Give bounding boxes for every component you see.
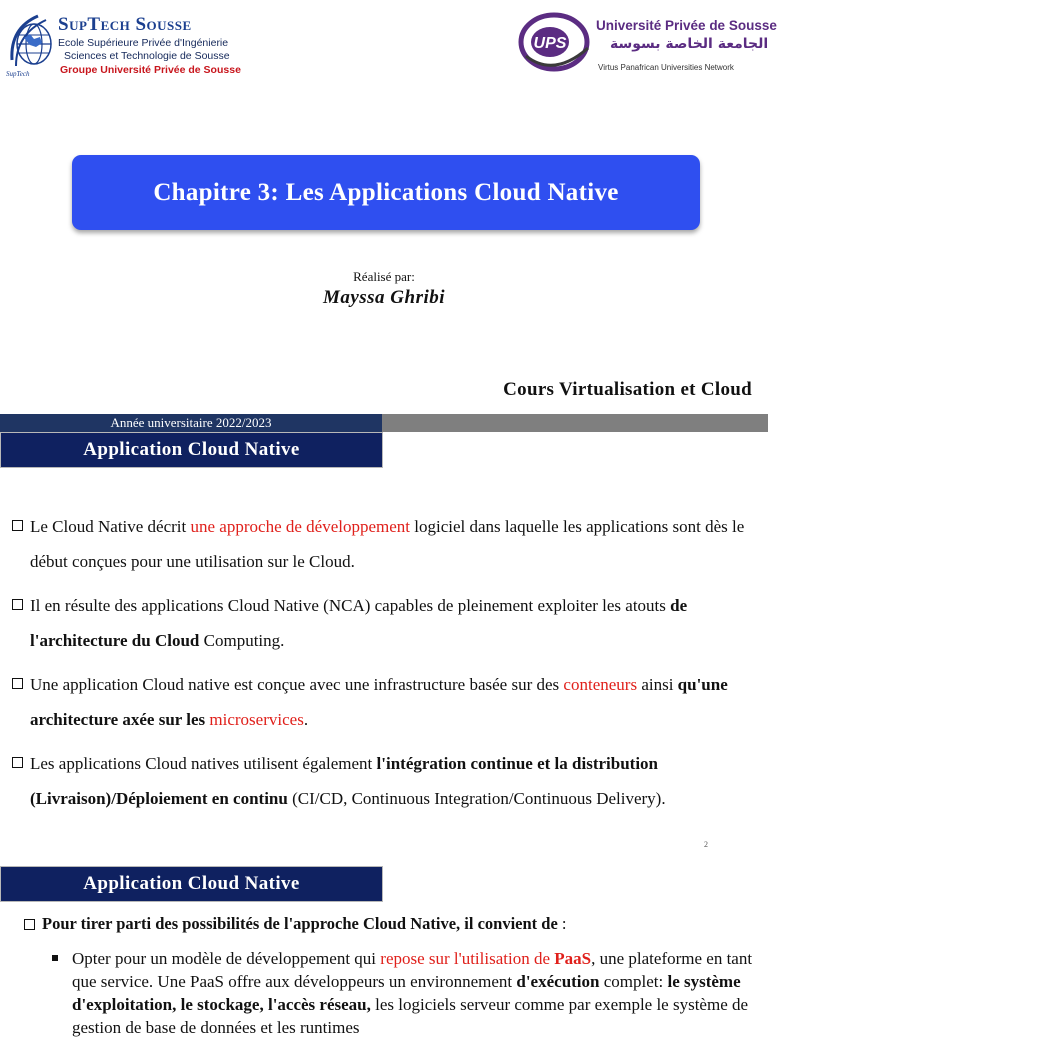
- bullet-text: logiciel dans laquelle les applications sont dès le début conçues pour une utilisation sur le Cloud.: [30, 517, 745, 571]
- list-item: [10, 509, 762, 579]
- highlight-text: microservices: [209, 710, 304, 729]
- highlight-bold-text: PaaS: [554, 949, 592, 968]
- section-title-2: Application Cloud Native: [83, 873, 300, 894]
- bullet-list: [10, 509, 762, 825]
- slide-number: 2: [704, 840, 708, 849]
- suptech-subtitle-2: Sciences et Technologie de Sousse: [64, 50, 230, 62]
- title-slide: [0, 0, 1048, 432]
- suptech-subtitle: Ecole Supérieure Privée d'Ingénierie: [58, 37, 229, 49]
- list-item: [10, 588, 762, 658]
- ups-network: Virtus Panafrican Universities Network: [598, 63, 734, 72]
- intro-item: [22, 914, 762, 934]
- bullet-text: Computing.: [199, 631, 285, 650]
- globe-logo-icon: [6, 10, 56, 76]
- footer-page-bar: [382, 414, 1048, 432]
- bullet-text: , une plateforme en tant que service. Une PaaS offre aux développeurs un environnement: [72, 949, 753, 991]
- checkbox-bullet-icon: [12, 757, 23, 768]
- ups-emblem-icon: [518, 8, 596, 76]
- checkbox-bullet-icon: [12, 599, 23, 610]
- ups-logo: [518, 6, 777, 76]
- section-header: [0, 432, 383, 468]
- suptech-logo: [4, 6, 241, 80]
- bullet-text: Une application Cloud native est conçue avec une infrastructure basée sur des: [30, 675, 564, 694]
- sub-bullet: [72, 947, 762, 1039]
- bold-text: d'exécution: [516, 972, 600, 991]
- suptech-name: SupTech Sousse: [58, 14, 192, 35]
- square-bullet-icon: [52, 955, 58, 961]
- highlight-text: une approche de développement: [190, 517, 411, 536]
- bullet-text: Opter pour un modèle de développement qui: [72, 949, 381, 968]
- realise-label: Réalisé par:: [353, 269, 415, 284]
- academic-year: Année universitaire 2022/2023: [110, 415, 272, 430]
- chapter-title-box: [72, 155, 700, 230]
- page-number: 1: [1042, 416, 1048, 428]
- author-name: Mayssa Ghribi: [322, 287, 446, 308]
- list-item: [10, 746, 762, 816]
- list-item: [10, 667, 762, 737]
- checkbox-bullet-icon: [12, 520, 23, 531]
- bullet-text: .: [303, 710, 309, 729]
- ups-emblem-text: UPS: [533, 35, 567, 52]
- highlight-text: repose sur l'utilisation de: [380, 949, 555, 968]
- suptech-group: Groupe Université Privée de Sousse: [60, 64, 241, 76]
- bold-text: de l'architecture du Cloud: [30, 596, 688, 650]
- suptech-mini-label: SupTech: [6, 70, 30, 78]
- ups-name: Université Privée de Sousse: [596, 18, 777, 33]
- section-title: Application Cloud Native: [83, 439, 300, 460]
- checkbox-bullet-icon: [24, 919, 35, 930]
- section-header-2: [0, 866, 383, 902]
- intro-colon: :: [557, 914, 567, 933]
- bullet-text: (CI/CD, Continuous Integration/Continuous Delivery).: [287, 789, 666, 808]
- course-title: Cours Virtualisation et Cloud: [503, 379, 752, 400]
- bold-text: l'intégration continue et la distribution (Livraison)/Déploiement en continu: [30, 754, 659, 808]
- bullet-text: Il en résulte des applications Cloud Native (NCA) capables de pleinement exploiter les atouts: [30, 596, 671, 615]
- bullet-text: complet:: [599, 972, 668, 991]
- bullet-text: ainsi: [637, 675, 678, 694]
- bullet-text: Le Cloud Native décrit: [30, 517, 191, 536]
- highlight-text: conteneurs: [563, 675, 638, 694]
- bold-text: le système d'exploitation, le stockage, l'accès réseau,: [72, 972, 741, 1014]
- checkbox-bullet-icon: [12, 678, 23, 689]
- bullet-text: Les applications Cloud natives utilisent également: [30, 754, 377, 773]
- ups-name-arabic: الجامعة الخاصة بسوسة: [610, 36, 769, 52]
- intro-text: Pour tirer parti des possibilités de l'approche Cloud Native, il convient de: [42, 914, 558, 933]
- bold-text: qu'une architecture axée sur les: [30, 675, 728, 729]
- bullet-text: les logiciels serveur comme par exemple le système de gestion de base de données et les runtimes: [72, 995, 749, 1037]
- chapter-title: Chapitre 3: Les Applications Cloud Native: [153, 178, 619, 206]
- footer-year-bar: [0, 414, 382, 432]
